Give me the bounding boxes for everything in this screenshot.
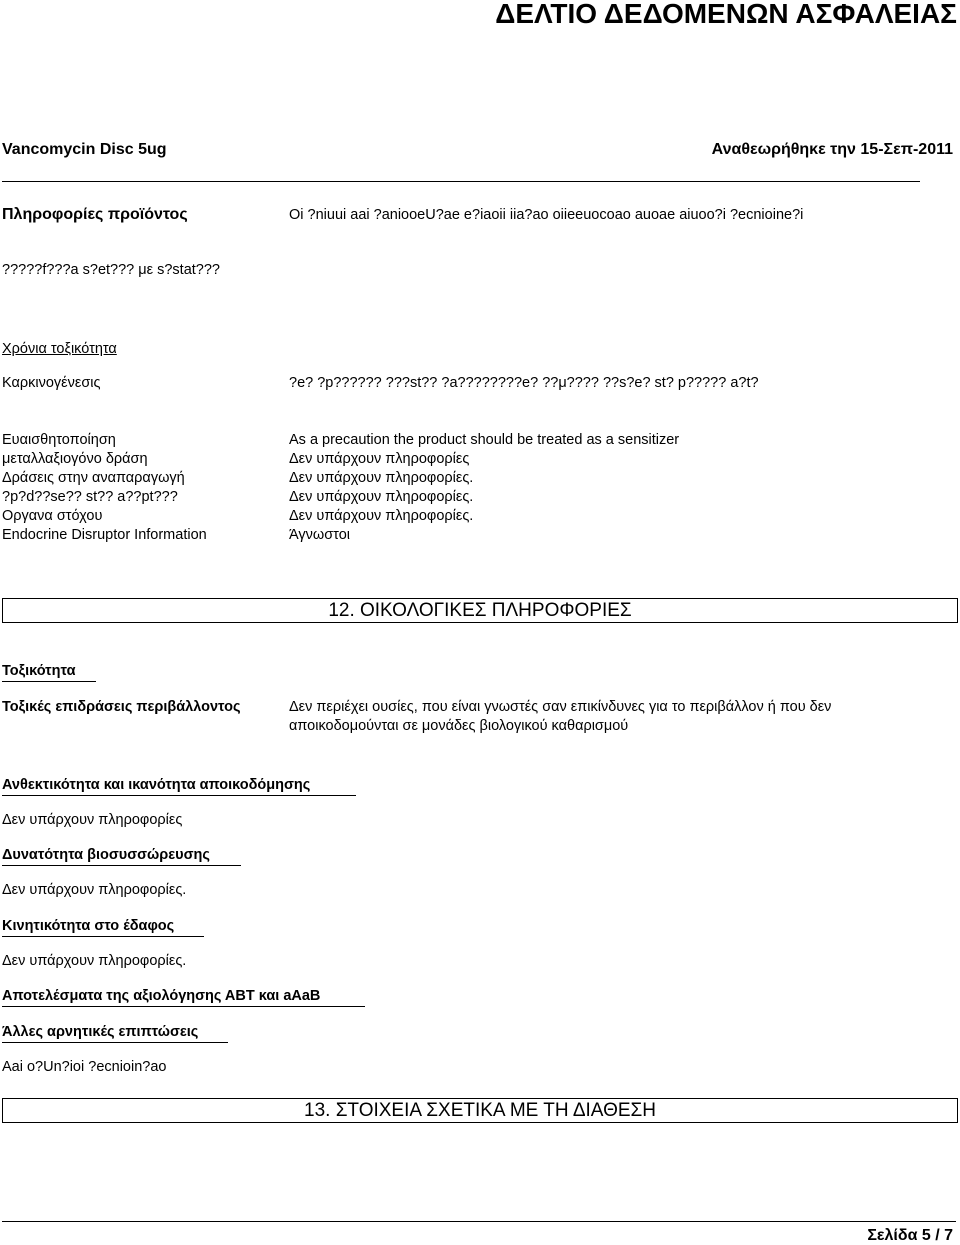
product-name: Vancomycin Disc 5ug bbox=[2, 141, 167, 158]
mobility-value: Δεν υπάρχουν πληροφορίες. bbox=[2, 953, 187, 969]
mobility-heading: Κινητικότητα στο έδαφος bbox=[2, 918, 175, 934]
garbled-line: ?????f???a s?et??? με s?stat??? bbox=[2, 262, 220, 278]
document-title: ΔΕΛΤΙΟ ΔΕΔΟΜΕΝΩΝ ΑΣΦΑΛΕΙΑΣ bbox=[495, 0, 957, 29]
toxicity-heading-underline bbox=[2, 681, 96, 682]
carcinogenicity-value: ?e? ?p?????? ???st?? ?a????????e? ??μ???? ??s?e? st? p????? a?t? bbox=[289, 375, 759, 391]
sensitization-label: Ευαισθητοποίηση bbox=[2, 432, 116, 448]
developmental-effects-value: Δεν υπάρχουν πληροφορίες. bbox=[289, 489, 474, 505]
page-label: Σελίδα bbox=[867, 1227, 918, 1244]
reproductive-effects-label: Δράσεις στην αναπαραγωγή bbox=[2, 470, 185, 486]
section-12-header bbox=[2, 598, 958, 623]
reproductive-effects-value: Δεν υπάρχουν πληροφορίες. bbox=[289, 470, 474, 486]
product-info-label: Πληροφορίες προϊόντος bbox=[2, 206, 188, 223]
carcinogenicity-label: Καρκινογένεσις bbox=[2, 375, 101, 391]
other-effects-heading: Άλλες αρνητικές επιπτώσεις bbox=[2, 1024, 199, 1040]
footer-divider bbox=[2, 1221, 956, 1222]
product-info-value: Oi ?niuui aai ?aniooeU?ae e?iaoii iia?ao oiieeuocoao auoae aiuoo?i ?ecnioine?i bbox=[289, 207, 804, 223]
bioaccumulation-value: Δεν υπάρχουν πληροφορίες. bbox=[2, 882, 187, 898]
sensitization-value: As a precaution the product should be treated as a sensitizer bbox=[289, 432, 680, 448]
section-13-title: 13. ΣΤΟΙΧΕΙΑ ΣΧΕΤΙΚΑ ΜΕ ΤΗ ΔΙΑΘΕΣΗ bbox=[304, 1100, 656, 1121]
mutagenicity-value: Δεν υπάρχουν πληροφορίες bbox=[289, 451, 470, 467]
env-effects-label: Τοξικές επιδράσεις περιβάλλοντος bbox=[2, 699, 241, 715]
section-13-header bbox=[2, 1098, 958, 1123]
other-effects-heading-underline bbox=[2, 1042, 228, 1043]
other-effects-value: Aai o?Un?ioi ?ecnioin?ao bbox=[2, 1059, 167, 1075]
persistence-heading-underline bbox=[2, 795, 356, 796]
header-divider bbox=[2, 181, 920, 182]
developmental-effects-label: ?p?d??se?? st?? a??pt??? bbox=[2, 489, 178, 505]
env-effects-line-1: Δεν περιέχει ουσίες, που είναι γνωστές σαν επικίνδυνες για το περιβάλλον ή που δεν bbox=[289, 699, 832, 715]
target-organs-value: Δεν υπάρχουν πληροφορίες. bbox=[289, 508, 474, 524]
target-organs-label: Οργανα στόχου bbox=[2, 508, 103, 524]
persistence-value: Δεν υπάρχουν πληροφορίες bbox=[2, 812, 183, 828]
page-number: 5 / 7 bbox=[921, 1227, 953, 1244]
endocrine-disruptor-label: Endocrine Disruptor Information bbox=[2, 527, 207, 543]
effects-values bbox=[289, 431, 679, 545]
bioaccumulation-heading: Δυνατότητα βιοσυσσώρευσης bbox=[2, 847, 210, 863]
revision-date: Αναθεωρήθηκε την 15-Σεπ-2011 bbox=[711, 141, 953, 158]
pbt-heading-underline bbox=[2, 1006, 365, 1007]
mobility-heading-underline bbox=[2, 936, 204, 937]
bioaccumulation-heading-underline bbox=[2, 865, 241, 866]
mutagenicity-label: μεταλλαξιογόνο δράση bbox=[2, 451, 148, 467]
pbt-heading: Αποτελέσματα της αξιολόγησης ΑΒΤ και aAaB bbox=[2, 988, 321, 1004]
endocrine-disruptor-value: Άγνωστοι bbox=[289, 527, 350, 543]
toxicity-heading: Τοξικότητα bbox=[2, 663, 76, 679]
effects-labels bbox=[2, 431, 207, 545]
page-indicator bbox=[867, 1227, 953, 1245]
chronic-toxicity-heading: Χρόνια τοξικότητα bbox=[2, 341, 117, 357]
env-effects-line-2: αποικοδομούνται σε μονάδες βιολογικού καθαρισμού bbox=[289, 718, 629, 734]
section-12-title: 12. ΟΙΚΟΛΟΓΙΚΕΣ ΠΛΗΡΟΦΟΡΙΕΣ bbox=[328, 600, 632, 621]
persistence-heading: Ανθεκτικότητα και ικανότητα αποικοδόμησης bbox=[2, 777, 311, 793]
